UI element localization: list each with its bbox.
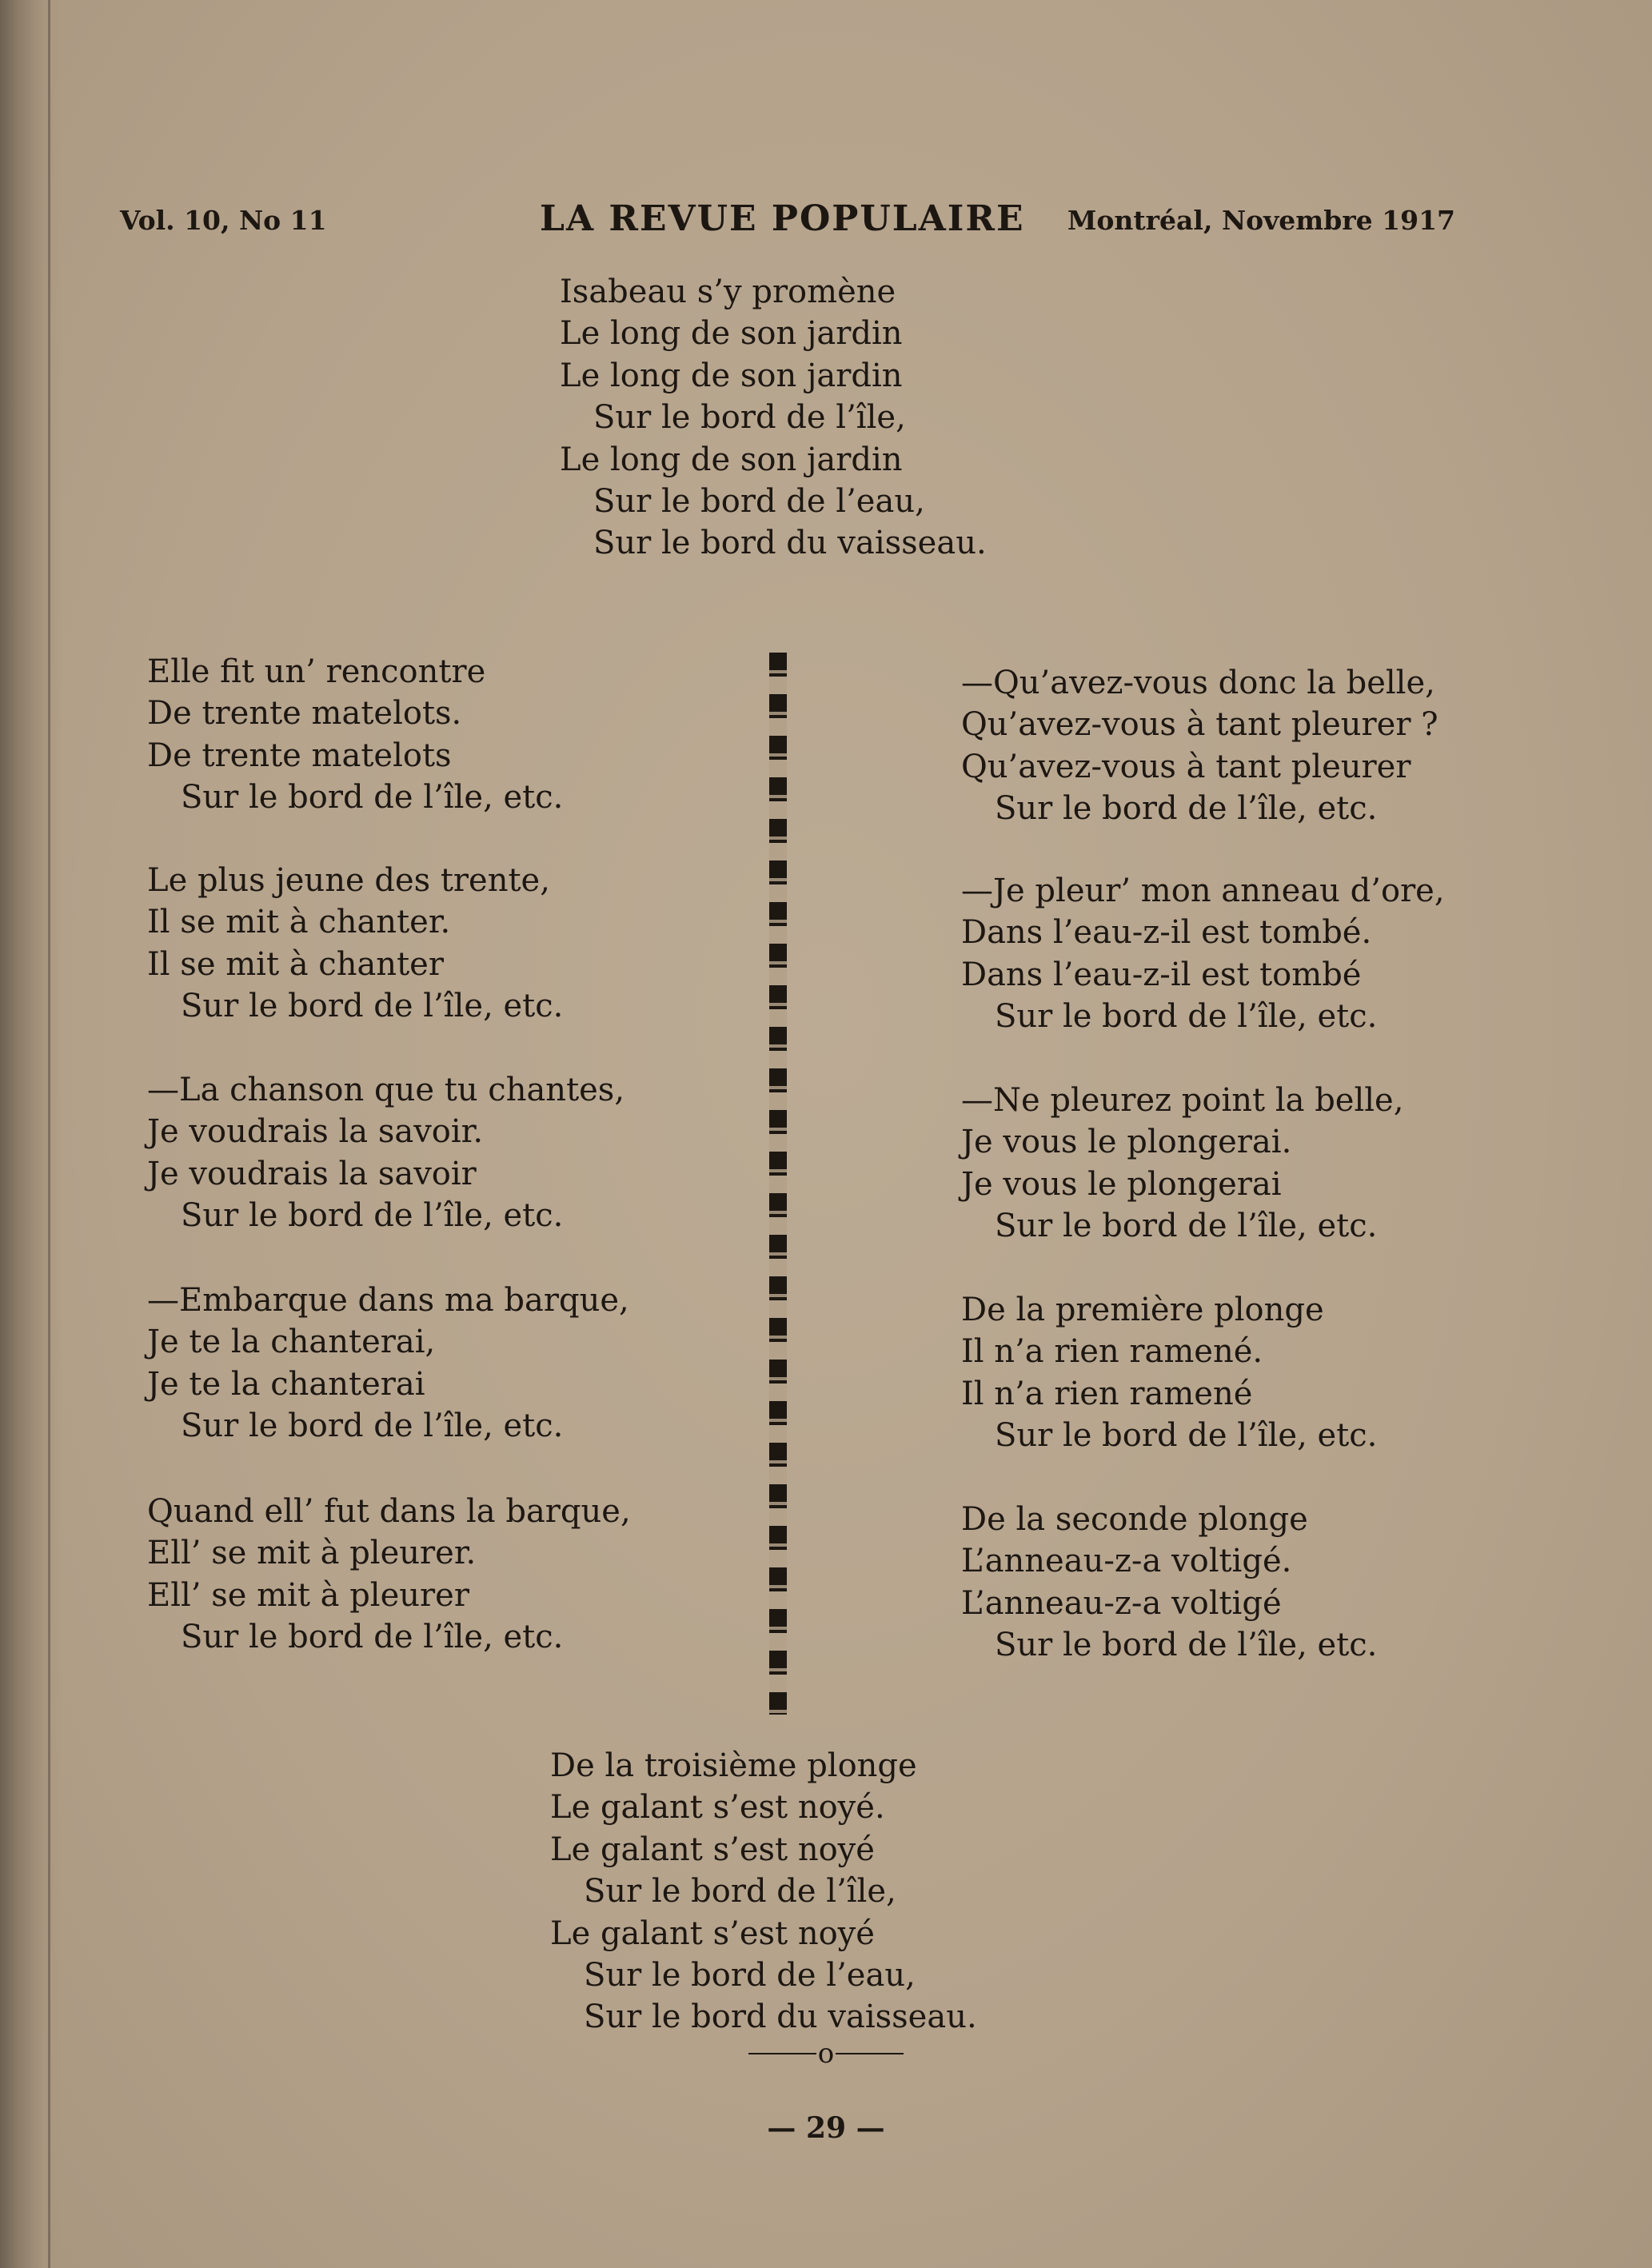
verse-line: Ell’ se mit à pleurer [147,1576,469,1614]
verse-line: —Embarque dans ma barque, [147,1282,629,1319]
verse-line: Le galant s’est noyé [550,1915,875,1952]
right-stanza-3 [961,1080,1403,1248]
verse-line: —Je pleur’ mon anneau d’ore, [961,872,1445,909]
end-ornament [0,2036,1652,2070]
verse-line: De la troisième plonge [550,1747,917,1784]
verse-refrain: Sur le bord de l’île, etc. [995,998,1378,1036]
verse-line: Le plus jeune des trente, [147,862,550,899]
verse-line: Il n’a rien ramené. [961,1333,1263,1371]
right-stanza-1 [961,662,1439,830]
verse-refrain: Sur le bord du vaisseau. [584,1998,977,2036]
left-stanza-4 [147,1280,629,1447]
verse-refrain: Sur le bord de l’île, [584,1873,896,1911]
publication-title: LA REVUE POPULAIRE [540,198,1025,239]
verse-refrain: Sur le bord de l’île, [593,399,906,437]
verse-line: Il se mit à chanter. [147,904,451,941]
verse-line: L’anneau-z-a voltigé. [961,1543,1292,1580]
verse-line: L’anneau-z-a voltigé [961,1584,1282,1622]
verse-line: Je voudrais la savoir [147,1155,477,1192]
ornament-dash [748,2053,816,2054]
verse-line: Qu’avez-vous à tant pleurer [961,748,1411,785]
issue-date: Montréal, Novembre 1917 [1067,205,1455,236]
verse-refrain: Sur le bord de l’île, etc. [181,1197,564,1235]
verse-line: Je te la chanterai [147,1365,425,1403]
right-stanza-4 [961,1289,1377,1457]
verse-refrain: Sur le bord de l’île, etc. [181,779,564,817]
verse-line: Le galant s’est noyé [550,1831,875,1868]
ornament-circle: o [817,2038,835,2070]
verse-line: Dans l’eau-z-il est tombé. [961,914,1372,952]
verse-line: Il n’a rien ramené [961,1375,1253,1412]
verse-refrain: Sur le bord de l’île, etc. [995,1417,1378,1455]
verse-line: De la première plonge [961,1292,1324,1328]
left-stanza-1 [147,651,563,819]
verse-refrain: Sur le bord du vaisseau. [593,525,987,562]
verse-line: Je voudrais la savoir. [147,1113,484,1151]
left-stanza-5 [147,1491,631,1659]
verse-refrain: Sur le bord de l’île, etc. [181,1408,564,1445]
page-binding-shadow [0,0,62,2268]
verse-line: Le long de son jardin [560,441,903,478]
verse-line: —Ne pleurez point la belle, [961,1082,1404,1119]
verse-refrain: Sur le bord de l’eau, [593,483,925,521]
left-stanza-2 [147,860,563,1028]
verse-line: Elle fit un’ rencontre [147,653,486,690]
verse-line: Ell’ se mit à pleurer. [147,1535,477,1572]
verse-refrain: Sur le bord de l’île, etc. [181,1619,564,1656]
left-stanza-3 [147,1069,624,1237]
verse-line: Je te la chanterai, [147,1324,436,1361]
final-stanza [550,1745,977,2038]
verse-line: Le galant s’est noyé. [550,1789,885,1827]
page-number: — 29 — [767,2111,885,2145]
verse-line: Je vous le plongerai [961,1165,1282,1203]
verse-line: De trente matelots [147,737,452,774]
verse-refrain: Sur le bord de l’île, etc. [995,790,1378,828]
verse-line: De trente matelots. [147,695,462,733]
verse-refrain: Sur le bord de l’île, etc. [181,988,564,1025]
column-divider [769,653,787,1715]
verse-refrain: Sur le bord de l’île, etc. [995,1208,1378,1245]
verse-line: Le long de son jardin [560,357,903,394]
verse-refrain: Sur le bord de l’île, etc. [995,1627,1378,1664]
verse-line: Dans l’eau-z-il est tombé [961,956,1362,993]
verse-line: —Qu’avez-vous donc la belle, [961,665,1435,701]
running-header [120,198,1455,246]
volume-number: Vol. 10, No 11 [120,205,327,236]
verse-refrain: Sur le bord de l’eau, [584,1957,916,1994]
verse-line: Il se mit à chanter [147,945,444,983]
right-stanza-5 [961,1499,1377,1667]
verse-line: —La chanson que tu chantes, [147,1072,625,1108]
ornament-dash [836,2053,904,2054]
binding-edge [48,0,50,2268]
intro-stanza [560,271,987,565]
verse-line: Qu’avez-vous à tant pleurer ? [961,706,1439,744]
verse-line: Je vous le plongerai. [961,1124,1292,1161]
right-stanza-2 [961,870,1445,1038]
verse-line: Quand ell’ fut dans la barque, [147,1493,631,1530]
verse-line: Isabeau s’y promène [560,274,896,310]
verse-line: Le long de son jardin [560,315,903,353]
verse-line: De la seconde plonge [961,1501,1308,1538]
